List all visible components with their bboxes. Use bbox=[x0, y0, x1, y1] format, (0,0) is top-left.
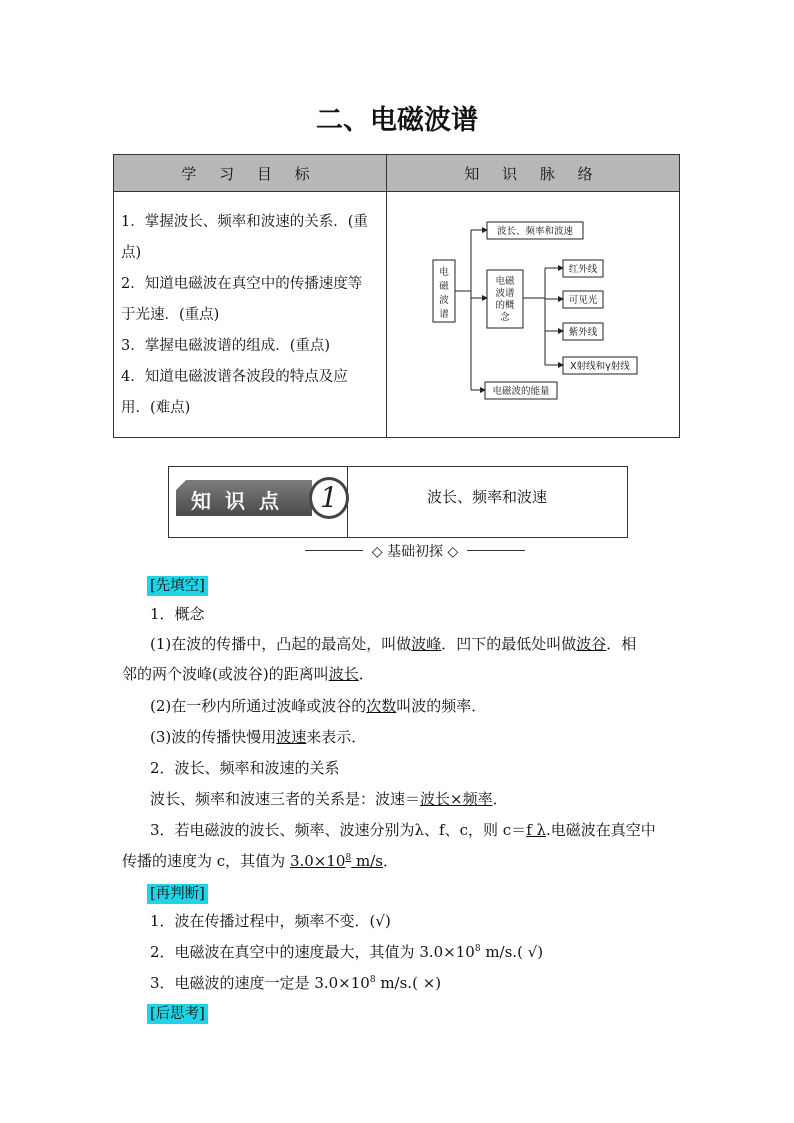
diagram-leaf: 红外线 bbox=[568, 264, 598, 275]
section-divider: ◇ 基础初探 ◇ bbox=[305, 541, 525, 559]
diagram-branch-top: 波长、频率和波速 bbox=[496, 226, 574, 237]
tag-fill-blank: [先填空] bbox=[147, 576, 208, 596]
paragraph: (2)在一秒内所通过波峰或波谷的次数叫波的频率． bbox=[150, 697, 487, 715]
judge-item: 2．电磁波在真空中的速度最大，其值为 $3.0\times 10^8$ m/s.( √) bbox=[150, 943, 544, 961]
paragraph: 传播的速度为 c，其值为 $3.0\times 10^8$ m/s． bbox=[122, 852, 398, 870]
paragraph: 邻的两个波峰(或波谷)的距离叫波长． bbox=[122, 665, 374, 683]
knowledge-map-diagram bbox=[387, 192, 683, 440]
goal-line: 用．(难点) bbox=[121, 400, 191, 416]
goal-line: 点) bbox=[121, 245, 142, 261]
paragraph: (3)波的传播快慢用波速来表示． bbox=[150, 728, 367, 746]
goal-line: 4．知道电磁波谱各波段的特点及应 bbox=[121, 369, 348, 385]
knowledge-point-box bbox=[168, 466, 628, 538]
paragraph: (1)在波的传播中，凸起的最高处，叫做波峰．凹下的最低处叫做波谷．相 bbox=[150, 635, 637, 653]
judge-item: 1．波在传播过程中，频率不变．(√) bbox=[150, 912, 391, 930]
heading-relation: 2．波长、频率和波速的关系 bbox=[150, 759, 340, 777]
diagram-branch-bottom: 电磁波的能量 bbox=[492, 386, 550, 397]
diagram-leaf: X射线和γ射线 bbox=[570, 361, 630, 372]
objectives-table bbox=[113, 154, 680, 438]
page-title: 二、电磁波谱 bbox=[316, 105, 478, 136]
knowledge-point-number: 1 bbox=[309, 477, 349, 519]
diagram-branch-mid: 电磁波谱的概念 bbox=[495, 276, 515, 323]
heading-concept: 1．概念 bbox=[150, 605, 205, 623]
diagram-leaf: 紫外线 bbox=[568, 327, 598, 338]
header-objectives: 学 习 目 标 bbox=[114, 155, 387, 192]
diagram-root: 电磁波谱 bbox=[439, 267, 449, 320]
tag-judge: [再判断] bbox=[147, 884, 208, 904]
judge-item: 3．电磁波的速度一定是 $3.0\times 10^8$ m/s.( ×) bbox=[150, 974, 442, 992]
goal-line: 于光速．(重点) bbox=[121, 307, 220, 323]
goal-line: 3．掌握电磁波谱的组成．(重点) bbox=[121, 338, 331, 354]
knowledge-point-badge bbox=[169, 467, 348, 537]
goal-line: 2．知道电磁波在真空中的传播速度等 bbox=[121, 276, 363, 292]
paragraph: 3．若电磁波的波长、频率、波速分别为λ、f、c，则 c＝f λ.电磁波在真空中 bbox=[150, 821, 656, 839]
knowledge-point-label: 知识点 bbox=[191, 489, 293, 513]
knowledge-point-topic: 波长、频率和波速 bbox=[426, 488, 547, 506]
objectives-list bbox=[115, 193, 385, 424]
goal-line: 1．掌握波长、频率和波速的关系．(重 bbox=[121, 214, 368, 230]
paragraph: 波长、频率和波速三者的关系是：波速＝波长×频率． bbox=[150, 790, 508, 808]
tag-think: [后思考] bbox=[147, 1004, 208, 1024]
diagram-leaf: 可见光 bbox=[568, 295, 598, 306]
header-knowledge-map: 知 识 脉 络 bbox=[387, 155, 680, 192]
